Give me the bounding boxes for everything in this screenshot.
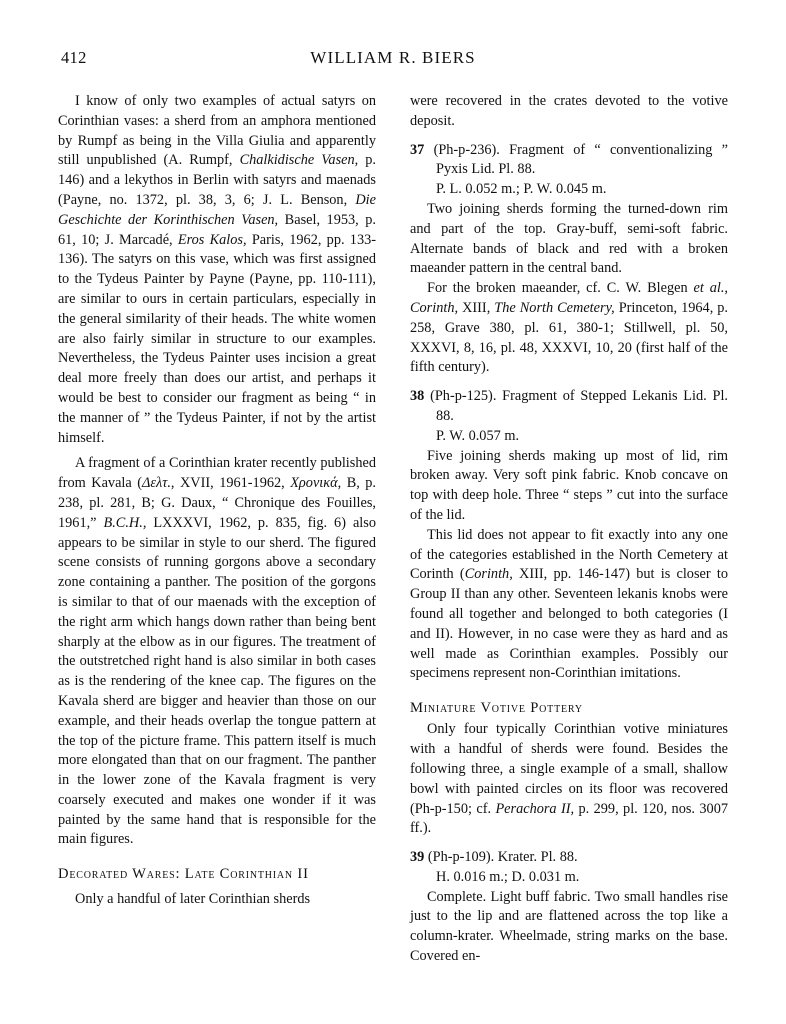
paragraph xyxy=(58,454,376,850)
right-column xyxy=(410,92,728,967)
entry-body xyxy=(410,888,728,967)
entry-body xyxy=(410,447,728,526)
paragraph-text: Complete. Light buff fabric. Two small handles rise just to the lip and are flattened across the top like a column-krater. Wheelmade, string marks on the base. Covered en- xyxy=(410,888,728,965)
paragraph-text: Only a handful of later Corinthian sherds xyxy=(75,891,311,908)
entry-number: 38 xyxy=(410,388,425,405)
page-number: 412 xyxy=(61,48,87,67)
entry-catalog-id: (Ph-p-236). xyxy=(433,141,500,158)
paragraph-text: Two joining sherds forming the turned-down rim and part of the top. Gray-buff, semi-soft fabric. Alternate bands of black and red with a broken maeander pattern in the central band. xyxy=(410,200,728,277)
entry-measurements: P. L. 0.052 m.; P. W. 0.045 m. xyxy=(436,181,607,198)
paragraph-text: Five joining sherds making up most of lid, rim broken away. Very soft pink fabric. Knob concave on top with deep hole. Three “ steps ” cut into the surface of the lid. xyxy=(410,447,728,523)
entry-catalog-id: (Ph-p-125). xyxy=(430,388,497,405)
left-column xyxy=(58,92,376,910)
page-title: WILLIAM R. BIERS xyxy=(310,48,476,67)
entry-number: 37 xyxy=(410,141,425,158)
catalog-entry-37 xyxy=(410,141,728,379)
paragraph xyxy=(410,720,728,839)
entry-heading xyxy=(410,141,728,181)
entry-heading xyxy=(410,848,728,868)
paragraph xyxy=(58,890,376,910)
entry-title: Fragment of “ conventionalizing ” Pyxis Lid. Pl. 88. xyxy=(436,141,729,178)
entry-body xyxy=(410,526,728,684)
entry-title: Krater. Pl. 88. xyxy=(497,849,578,866)
section-heading-miniature-votive-pottery: Miniature Votive Pottery xyxy=(410,700,583,717)
paragraph-text: This lid does not appear to fit exactly into any one of the categories established in the North Cemetery at Corinth (Corinth, XIII, pp. 146-147) but is closer to Group II than any other. Seventeen lekanis knobs were found all together and belonged to both categories (I and II). However, in no case were they as hard and as well made as Corinthian examples. Possibly our specimens represent non-Corinthian imitations. xyxy=(410,526,728,682)
catalog-entry-39 xyxy=(410,848,728,967)
paragraph-text: For the broken maeander, cf. C. W. Blegen et al., Corinth, XIII, The North Cemetery, Princeton, 1964, p. 258, Grave 380, pl. 61, 380-1; Stillwell, pl. 50, XXXVI, 8, 16, pl. 48, XXXVI, 10, 20 (first half of the fifth century). xyxy=(410,280,728,376)
entry-measurements: P. W. 0.057 m. xyxy=(436,427,520,444)
entry-number: 39 xyxy=(410,849,425,866)
catalog-entry-38 xyxy=(410,387,728,684)
paragraph xyxy=(58,92,376,448)
entry-title: Fragment of Stepped Lekanis Lid. Pl. 88. xyxy=(436,388,728,424)
entry-heading xyxy=(410,387,728,427)
entry-body xyxy=(410,279,728,378)
entry-measurements: H. 0.016 m.; D. 0.031 m. xyxy=(436,868,580,885)
paragraph-text: Only four typically Corinthian votive miniatures with a handful of sherds were found. Besides the following three, a single example of a small, shallow bowl with painted circles on its floor was recovered (Ph-p-150; cf. Perachora II, p. 299, pl. 120, nos. 3007 ff.). xyxy=(410,721,728,837)
paragraph-continuation xyxy=(410,92,728,132)
entry-catalog-id: (Ph-p-109). xyxy=(427,849,495,866)
section-heading: Decorated Wares: Late Corinthian II xyxy=(58,866,309,883)
running-head xyxy=(58,48,728,82)
two-column-body xyxy=(58,92,728,967)
entry-body xyxy=(410,200,728,279)
paragraph-text: were recovered in the crates devoted to the votive deposit. xyxy=(410,93,728,129)
paragraph-text: I know of only two examples of actual satyrs on Corinthian vases: a sherd from an amphora mentioned by Rumpf as being in the Villa Giulia and apparently still unpublished (A. Rumpf, Chalkidische Vasen, p. 146) and a lekythos in Berlin with satyrs and maenads (Payne, no. 1372, pl. 38, 3, 6; J. L. Benson, Die Geschichte der Korinthischen Vasen, Basel, 1953, p. 61, 10; J. Marcadé, Eros Kalos, Paris, 1962, pp. 133-136). The satyrs on this vase, which was first assigned to the Tydeus Painter by Payne (Payne, pp. 110-111), are similar to ours in certain particulars, especially in the general similarity of their heads. The white women are also fairly similar in structure to our examples. Nevertheless, the Tydeus Painter uses incision a great deal more freely than does our artist, and perhaps it would be best to consider our fragment as being “ in the manner of ” the Tydeus Painter, if not by the artist himself. xyxy=(58,93,377,446)
paragraph-text: A fragment of a Corinthian krater recently published from Kavala (Δελτ., XVII, 1961-1962, Χρονικά, B, p. 238, pl. 281, B; G. Daux, “ Chronique des Fouilles, 1961,” B.C.H., LXXXVI, 1962, p. 835, fig. 6) also appears to be similar in style to our sherd. The figured scene consists of running gorgons above a secondary zone containing a panther. The position of the gorgons is similar to that of our maenads with the exception of the right arm which hangs down rather than being bent sharply at the elbow as in our figures. The treatment of the outstretched right hand is also similar in both cases as is the rendering of the knee cap. The figures on the Kavala sherd are bigger and heavier than those on our example, and their heads overlap the tongue pattern at the top of the picture frame. This pattern itself is much more elongated than that on our fragment. The panther in the lower zone of the Kavala fragment is very coarsely executed and makes one wonder if it was painted by the same hand that is responsible for the main figures. xyxy=(58,455,376,848)
